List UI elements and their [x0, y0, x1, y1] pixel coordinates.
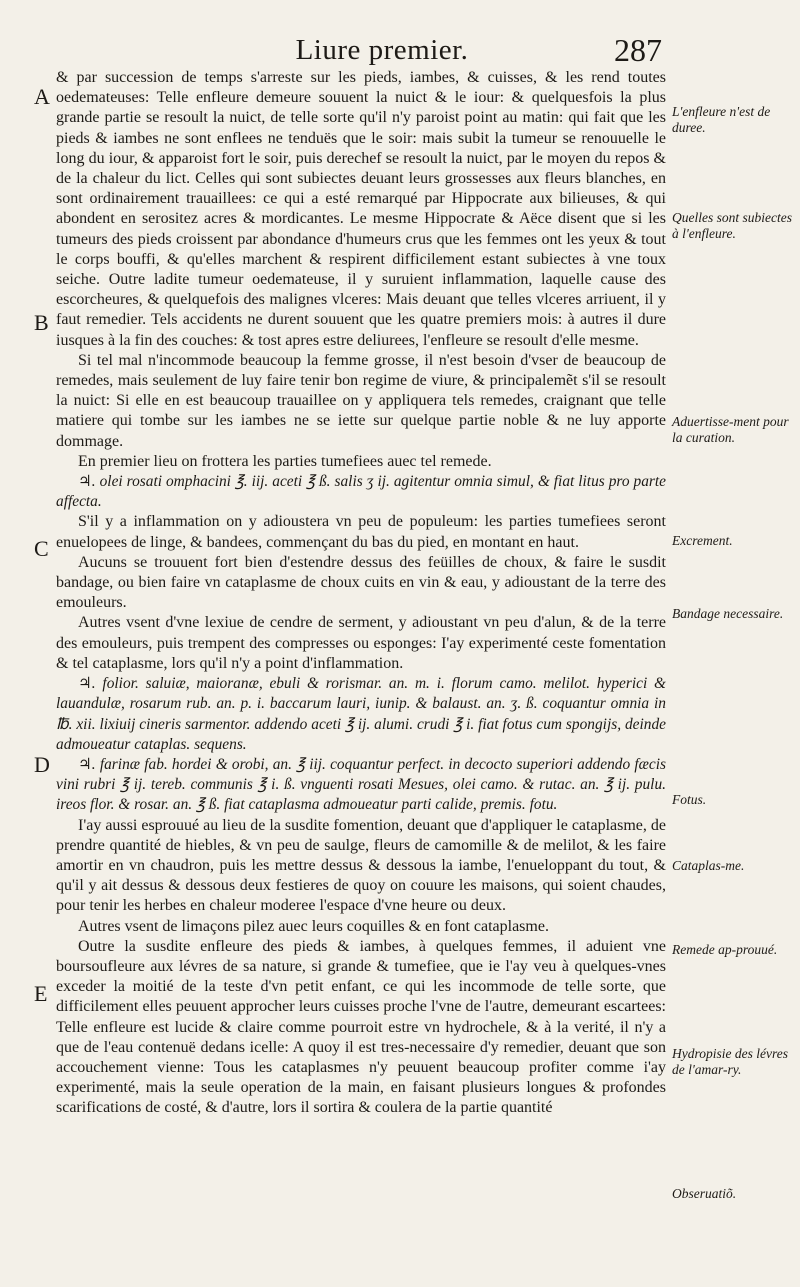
main-text-column	[56, 68, 666, 1119]
paragraph: S'il y a inflammation on y adioustera vn peu de populeum: les parties tumefiees seront enuelopees de linge, & bandees, commençant du bas du pied, en montant en haut.	[56, 513, 666, 551]
running-title: Liure premier.	[295, 34, 469, 66]
recipe-paragraph: ♃. olei rosati omphacini ℥. iij. aceti ℥ ß. salis ʒ ij. agitentur omnia simul, & fiat litus pro parte affecta.	[56, 473, 666, 511]
margin-note: Fotus.	[672, 792, 707, 807]
margin-note: Bandage necessaire.	[672, 606, 784, 621]
paragraph: Outre la susdite enfleure des pieds & iambes, à quelques femmes, il aduient vne boursoufleure aux lévres de sa nature, si grande & tumefiee, que ie l'ay veu à quelques-vnes exceder la moitié de la teste d'vn petit enfant, ce qui les incommode de telle sorte, que difficilement elles peuuent approcher leurs cuisses proche l'vne de l'autre, demeurant escartees: Telle enfleure est lucide & claire comme pourroit estre vn hydrochele, & à la verité, il n'y a que de l'eau contenuë dedans icelle: A quoy il est tres-necessaire d'y remedier, deuant que son accouchement vienne: Tous les cataplasmes n'y peuuent beaucoup profiter comme i'ay experimenté, mais la seule operation de la main, en faisant plusieurs longues & profondes scarifications de costé, & d'autre, lors il sortira & coulera de la partie quantité	[56, 937, 666, 1117]
paragraph: Autres vsent d'vne lexiue de cendre de serment, y adioustant vn peu d'alun, & de la terre des emouleurs, puis trempent des compresses ou esponges: I'ay experimenté ceste fomentation & tel cataplasme, lors qu'il n'y a point d'inflammation.	[56, 614, 666, 672]
margin-note: Aduertisse-ment pour la curation.	[672, 414, 789, 445]
section-letter-b: B	[34, 310, 49, 335]
paragraph: Autres vsent de limaçons pilez auec leurs coquilles & en font cataplasme.	[78, 917, 549, 935]
page-header	[0, 28, 800, 72]
page-number: 287	[614, 32, 662, 68]
margin-note: Hydropisie des lévres de l'amar-ry.	[672, 1046, 788, 1077]
paragraph: Si tel mal n'incommode beaucoup la femme grosse, il n'est besoin d'vser de beaucoup de remedes, mais seulement de luy faire tenir bon regime de viure, & principalemẽt s'il se resoult la nuict: Si elle en est beaucoup trauaillee on y appliquera tels remedes, craignant que telle matiere qui tombe sur les iambes ne se iette sur quelque partie noble & ne luy apporte dommage.	[56, 351, 666, 450]
margin-note: Excrement.	[672, 533, 733, 548]
paragraph: En premier lieu on frottera les parties tumefiees auec tel remede.	[78, 452, 492, 470]
paragraph: Aucuns se trouuent fort bien d'estendre dessus des feüilles de choux, & faire le susdit bandage, ou bien faire vn cataplasme de choux cuits en vin & eau, y adioustant de la terre des emouleurs.	[56, 553, 666, 612]
paragraph: & par succession de temps s'arreste sur les pieds, iambes, & cuisses, & les rend toutes oedemateuses: Telle enfleure demeure souuent la nuict & le iour: & quelquesfois la plus grande partie se resoult la nuict, de telle sorte qu'il n'y paroist point au matin: qui fait que les pieds & iambes ne sont enflees ne tenduës que le soir: mais subit la tumeur se renouuelle le long du iour, & apparoist fort le soir, puis derechef se resoult la nuict, par le moyen du repos & de la chaleur du lict. Celles qui sont subiectes deuant leurs grossesses aux fleurs blanches, en sont ordinairement trauaillees: ce qui a esté remarqué par Hippocrate aux bilieuses, & qui abondent en serositez acres & mordicantes. Le mesme Hippocrate & Aëce disent que si les tumeurs des pieds croissent par abondance d'humeurs crus que les femmes ont les yeux & tout le corps bouffi, & qu'elles marchent & respirent difficilement estant subiectes à vne toux seiche. Outre ladite tumeur oedemateuse, il y suruient inflammation, laquelle cause des escorcheures, & quelquefois des malignes vlceres: Mais deuant que telles vlceres arriuent, il y faut remedier. Tels accidents ne durent souuent que les quatre premiers mois: à autres il dure iusques à la fin des couches: & tost apres estre deliurees, l'enfleure se resoult d'elle mesme.	[56, 69, 666, 349]
recipe-paragraph: ♃. farinæ fab. hordei & orobi, an. ℥ iij. coquantur perfect. in decocto superiori addendo fæcis vini rubri ℥ ij. tereb. communis ℥ i. ß. vnguenti rosati Mesues, olei camo. & rutac. an. ℥ ij. pulu. ireos flor. & rosar. an. ℥ ß. fiat cataplasma admoueatur parti calide, premis. fotu.	[56, 755, 666, 814]
margin-note: Obseruatiõ.	[672, 1186, 737, 1201]
margin-note: Remede ap-prouué.	[672, 942, 778, 957]
section-letter-d: D	[34, 752, 50, 777]
margin-note: Cataplas-me.	[672, 858, 745, 873]
section-letter-c: C	[34, 536, 49, 561]
margin-note: L'enfleure n'est de duree.	[672, 104, 771, 135]
paragraph: I'ay aussi esprouué au lieu de la susdite fomention, deuant que d'appliquer le cataplasme, de prendre quantité de hiebles, & vn peu de saulge, fleurs de camomille & de melilot, & les faire amortir en vn chaudron, puis les mettre dessus & dessous la iambe, l'enueloppant du tout, & qu'il y ait dessus & dessous deux festieres de quoy on couure les maisons, qui soient chaudes, pour tenir les herbes en chaleur moderee l'espace d'vne heure ou deux.	[56, 816, 666, 915]
margin-note: Quelles sont subiectes à l'enfleure.	[672, 210, 792, 241]
section-letter-a: A	[34, 84, 50, 109]
recipe-paragraph: ♃. folior. saluiæ, maioranæ, ebuli & rorismar. an. m. i. florum camo. melilot. hyperici & lauandulæ, rosarum rub. an. p. i. baccarum lauri, iunip. & balaust. an. ʒ. ß. coquantur omnia in ℔. xii. lixiuij cineris sarmentor. addendo aceti ℥ ij. alumi. crudi ℥ i. fiat fotus cum spongijs, deinde admoueatur cataplas. sequens.	[56, 675, 666, 753]
section-letter-e: E	[34, 981, 48, 1006]
